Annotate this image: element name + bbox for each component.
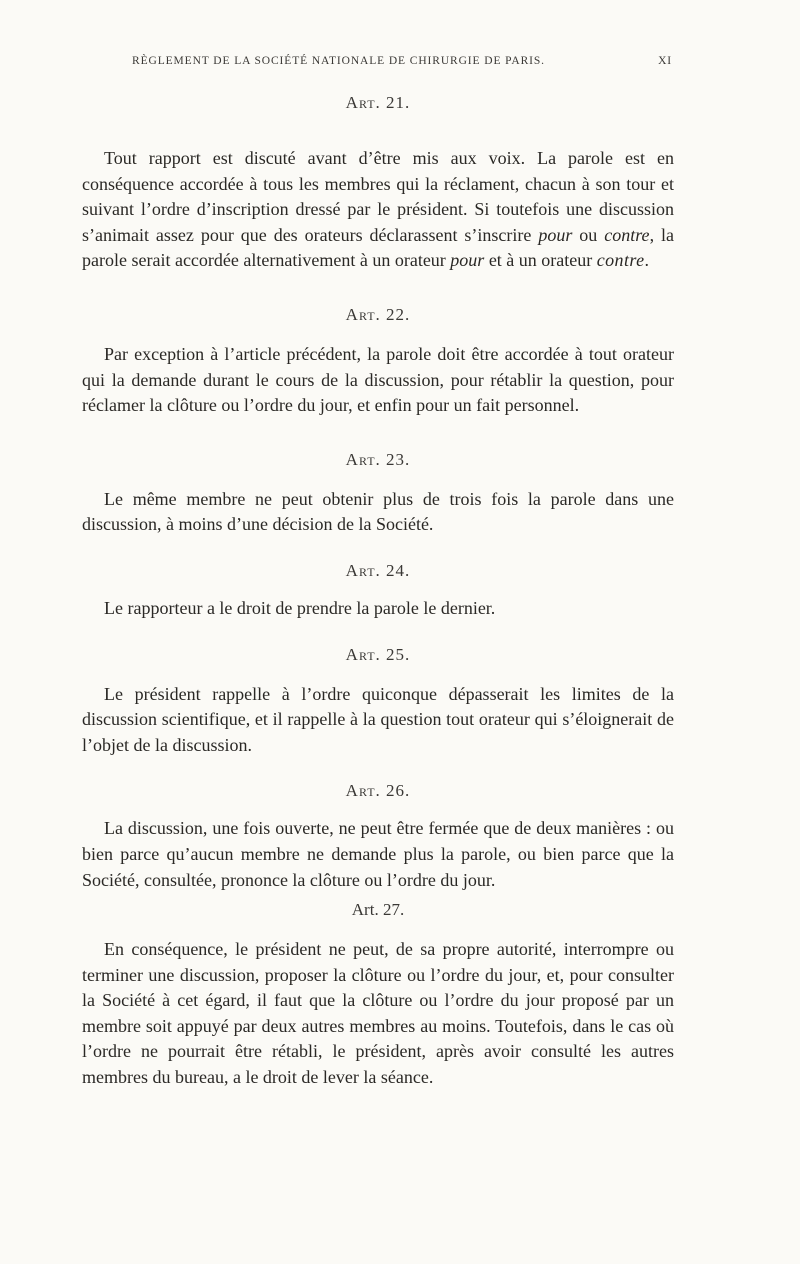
article-21-italic-contre-2: contre xyxy=(596,250,645,271)
article-26-paragraph: La discussion, une fois ouverte, ne peut être fermée que de deux manières : ou bien parce qu’aucun membre ne demande plus la parole, ou bien parce que la Société, consultée, prononce la clôture ou l’ordre du jour. xyxy=(82,818,674,890)
article-22-heading: Art. 22. xyxy=(345,304,411,324)
article-25-paragraph: Le président rappelle à l’ordre quiconque dépasserait les limites de la discussion scientifique, et il rappelle à la question tout orateur qui s’éloignerait de l’objet de la discussion. xyxy=(82,683,674,755)
running-header-title: RÈGLEMENT DE LA SOCIÉTÉ NATIONALE DE CHIRURGIE DE PARIS. xyxy=(132,55,545,67)
article-21-text-2: ou xyxy=(572,224,605,245)
article-21-text-3: , la parole serait accordée alternativement à un orateur xyxy=(82,224,674,271)
article-24-heading: Art. 24. xyxy=(345,560,411,580)
article-26-heading: Art. 26. xyxy=(345,781,411,801)
article-23-paragraph: Le même membre ne peut obtenir plus de trois fois la parole dans une discussion, à moins d’une décision de la Société. xyxy=(82,488,674,535)
article-21-italic-pour-2: pour xyxy=(450,250,485,271)
article-21-text-1: Tout rapport est discuté avant d’être mis aux voix. La parole est en conséquence accordée à tous les membres qui la réclament, chacun à son tour et suivant l’ordre d’inscription dressé par le président. Si toutefois une discussion s’animait assez pour que des orateurs déclarassent s’inscrire xyxy=(82,148,674,245)
article-22-paragraph: Par exception à l’article précédent, la parole doit être accordée à tout orateur qui la demande durant le cours de la discussion, pour rétablir la question, pour réclamer la clôture ou l’ordre du jour, et enfin pour un fait personnel. xyxy=(82,343,674,416)
article-24-paragraph: Le rapporteur a le droit de prendre la parole le dernier. xyxy=(104,597,496,618)
article-21-italic-pour: pour xyxy=(538,224,573,245)
page-body xyxy=(82,92,674,1091)
article-21-text-5: . xyxy=(644,250,649,271)
article-25-heading: Art. 25. xyxy=(345,644,411,664)
article-21-paragraph xyxy=(82,146,674,274)
article-21-text-4: et à un orateur xyxy=(484,250,597,271)
running-header xyxy=(132,50,672,72)
article-27-heading: Art. 27. xyxy=(351,900,405,920)
page-number: XI xyxy=(658,55,672,67)
article-21-heading: Art. 21. xyxy=(345,93,411,112)
article-23-heading: Art. 23. xyxy=(345,449,411,469)
article-27-paragraph: En conséquence, le président ne peut, de sa propre autorité, interrompre ou terminer une discussion, proposer la clôture ou l’ordre du jour, et, pour consulter la Société à cet égard, il faut que la clôture ou l’ordre du jour proposé par un membre soit appuyé par deux autres membres au moins. Toutefois, dans le cas où l’ordre ne pourrait être rétabli, le président, après avoir consulté les autres membres du bureau, a le droit de lever la séance. xyxy=(82,939,674,1088)
article-21-italic-contre: contre xyxy=(604,224,650,245)
